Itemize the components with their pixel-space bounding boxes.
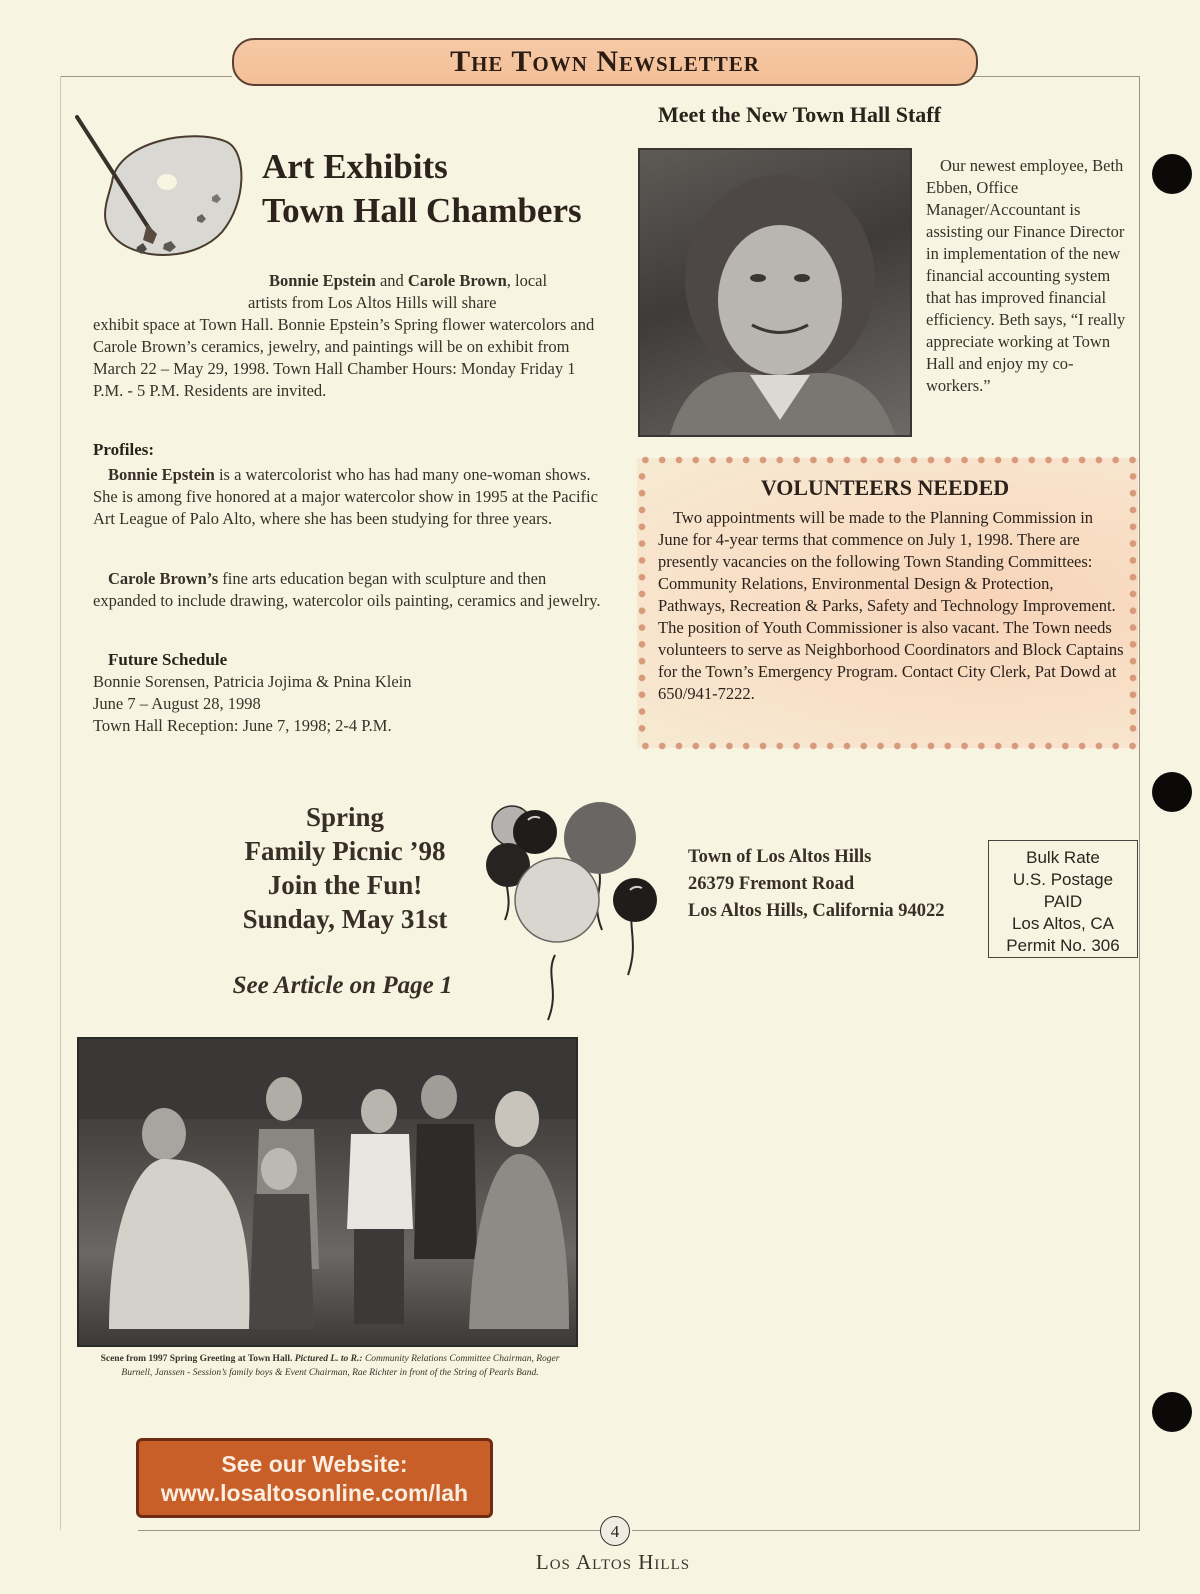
frame-line — [138, 1530, 600, 1531]
paint-palette-icon — [72, 112, 252, 272]
artist-name: Bonnie Epstein — [269, 271, 376, 290]
frame-line — [1139, 76, 1140, 1530]
binder-hole-icon — [1152, 1392, 1192, 1432]
frame-line — [60, 76, 232, 77]
staff-text: Our newest employee, Beth Ebben, Office Manager/Accountant is assisting our Finance Director in implementation of the new financial accounting system that has improved financial efficiency. Beth says, “I really appreciate working at Town Hall and enjoy my co-workers.” — [926, 156, 1126, 395]
footer-name: Los Altos Hills — [535, 1550, 691, 1574]
postage-indicia — [988, 840, 1138, 958]
caption-italic-bold: Pictured L. to R.: — [292, 1354, 363, 1364]
volunteers-text: Two appointments will be made to the Planning Commission in June for 4-year terms that commence on July 1, 1998. There are presently vacancies on the following Town Standing Committees: Community Relations, Environmental Design & Protection, Pathways, Recreation & Parks, Safety and Technology Improvement. The position of Youth Commissioner is also vacant. The Town needs volunteers to serve as Neighborhood Coordinators and Block Captains for the Town’s Emergency Program. Contact City Clerk, Pat Dowd at 650/941-7222. — [658, 508, 1124, 703]
dotted-border — [1128, 468, 1138, 736]
art-exhibits-title — [262, 145, 582, 233]
address-line: Los Altos Hills, California 94022 — [688, 901, 945, 921]
mailing-address — [688, 844, 944, 925]
artist-name: Carole Brown’s — [108, 569, 219, 588]
schedule-line: Town Hall Reception: June 7, 1998; 2-4 P.M. — [93, 716, 392, 735]
title-line: Town Hall Chambers — [262, 191, 582, 230]
group-photo-image — [79, 1039, 576, 1345]
frame-line — [632, 1530, 1140, 1531]
text: artists from Los Altos Hills will share — [248, 293, 497, 312]
website-url: www.losaltosonline.com/lah — [160, 1480, 469, 1506]
website-link-button[interactable] — [136, 1438, 493, 1518]
balloons-icon — [480, 790, 670, 1030]
postage-line: PAID — [1043, 892, 1083, 911]
future-schedule-heading: Future Schedule — [108, 650, 228, 669]
newsletter-title: The Town Newsletter — [450, 45, 760, 78]
profiles-heading: Profiles: — [93, 440, 155, 459]
dotted-border — [637, 468, 647, 736]
art-body: exhibit space at Town Hall. Bonnie Epstein’s Spring flower watercolors and Carole Brown’s ceramics, jewelry, and paintings will be on exhibit from March 22 – May 29, 1998. Town Hall Chamber Hours: Monday Friday 1 P.M. - 5 P.M. Residents are invited. — [93, 315, 595, 400]
picnic-announcement — [220, 800, 470, 936]
caption-bold: Scene from 1997 Spring Greeting at Town Hall. — [100, 1354, 293, 1364]
picnic-line: Join the Fun! — [267, 870, 423, 900]
postage-line: Los Altos, CA — [1011, 914, 1115, 933]
dotted-border — [637, 455, 1138, 465]
picnic-line: Spring — [305, 802, 385, 832]
schedule-line: Bonnie Sorensen, Patricia Jojima & Pnina Klein — [93, 672, 412, 691]
picnic-line: Sunday, May 31st — [242, 904, 448, 934]
portrait-image — [640, 150, 910, 435]
art-intro — [248, 270, 602, 314]
text: , local — [506, 271, 548, 290]
artist-name: Bonnie Epstein — [108, 465, 215, 484]
newsletter-banner — [232, 38, 978, 86]
title-line: Art Exhibits — [262, 147, 448, 186]
schedule-line: June 7 – August 28, 1998 — [93, 694, 261, 713]
address-line: 26379 Fremont Road — [688, 874, 855, 894]
dotted-border — [637, 741, 1138, 751]
postage-line: Permit No. 306 — [1006, 936, 1120, 955]
frame-line — [968, 76, 1140, 77]
binder-hole-icon — [1152, 154, 1192, 194]
binder-hole-icon — [1152, 772, 1192, 812]
staff-title: Meet the New Town Hall Staff — [658, 102, 941, 127]
address-line: Town of Los Altos Hills — [688, 847, 872, 867]
website-label: See our Website: — [221, 1451, 408, 1477]
volunteers-title: VOLUNTEERS NEEDED — [760, 475, 1010, 500]
group-photo — [77, 1037, 578, 1347]
text: is a watercolorist who has had many one-woman shows. She is among five honored at a major watercolor show in 1995 at the Pacific Art League of Palo Alto, where she has been studying for three years. — [93, 465, 598, 528]
see-article-link: See Article on Page 1 — [232, 972, 453, 999]
text: and — [375, 271, 408, 290]
staff-photo — [638, 148, 912, 437]
picnic-line: Family Picnic ’98 — [244, 836, 446, 866]
page-number: 4 — [600, 1516, 630, 1546]
photo-caption — [90, 1352, 570, 1380]
profile-bonnie — [93, 464, 601, 530]
frame-line — [60, 76, 61, 1530]
postage-line: U.S. Postage — [1012, 870, 1114, 889]
profile-carole — [93, 568, 601, 612]
future-schedule — [93, 671, 593, 737]
text: fine arts education began with sculpture and then expanded to include drawing, watercolor oils painting, ceramics and jewelry. — [93, 569, 601, 610]
caption-italic: Community Relations Committee Chairman, Roger Burnell, Janssen - Session’s family boys & Event Chairman, Rae Richter in front of the String of Pearls Band. — [121, 1354, 560, 1378]
artist-name: Carole Brown — [407, 271, 507, 290]
postage-line: Bulk Rate — [1026, 848, 1100, 867]
